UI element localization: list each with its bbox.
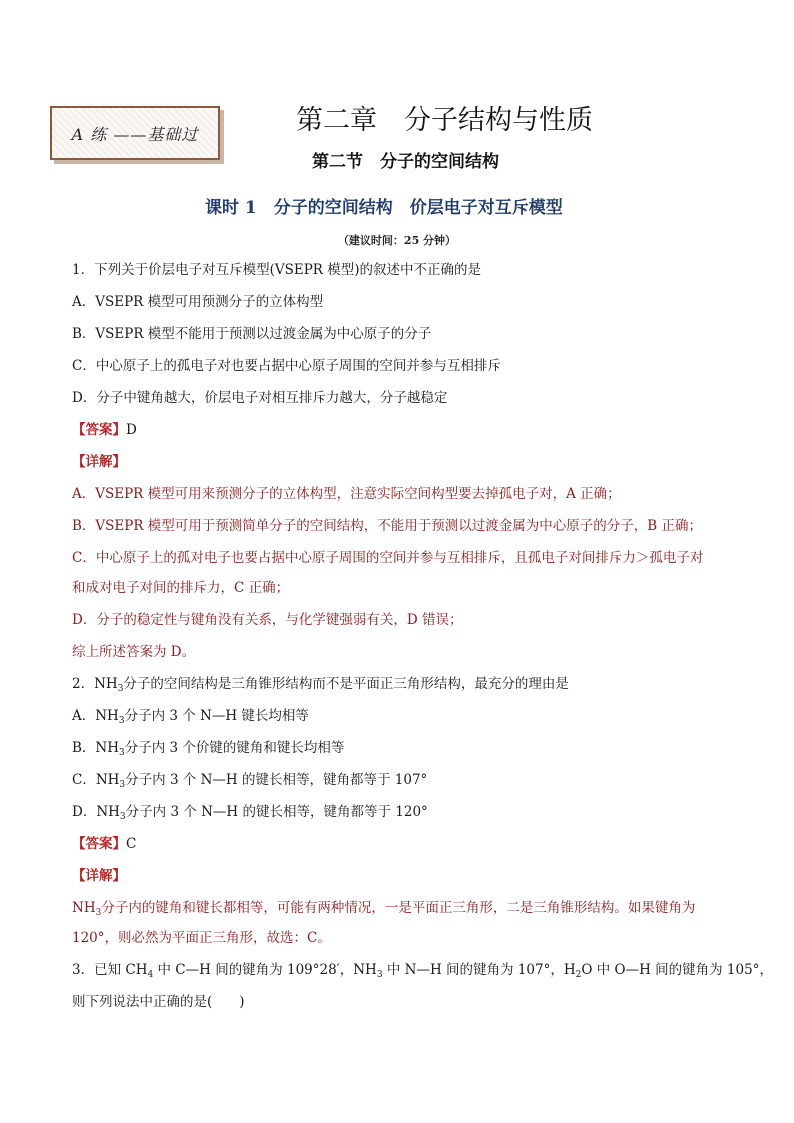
q2-answer-value: C [126, 836, 137, 852]
q2-d-sub: 3 [119, 812, 126, 822]
q2-stem [72, 674, 569, 694]
q1-detail-c-cont: 和成对电子对间的排斥力，C 正确； [72, 580, 290, 596]
q2-detail-label-text: 【详解】 [72, 868, 126, 884]
q1-detail-a: A．VSEPR 模型可用来预测分子的立体构型，注意实际空间构型要去掉孤电子对，A 正确； [72, 486, 621, 502]
q2-detail-line1 [72, 898, 695, 918]
q2-option-a [72, 706, 309, 726]
q1-detail-label-text: 【详解】 [72, 454, 126, 470]
q2-detail-line2: 120°，则必然为平面正三角形，故选：C。 [72, 930, 331, 946]
q2-a-post: 分子内 3 个 N—H 键长均相等 [124, 708, 309, 724]
chapter-title: 第二章 分子结构与性质 [296, 105, 593, 136]
badge-text: A 练 ——基础过 [71, 124, 199, 144]
q3-s3: 中 N—H 间的键角为 107°，H [382, 962, 576, 978]
q3-s1: 3．已知 CH [72, 962, 148, 978]
q1-answer [72, 420, 137, 440]
q1-detail-d: D．分子的稳定性与键角没有关系，与化学键强弱有关，D 错误； [72, 612, 463, 628]
lesson-title: 课时 1 分子的空间结构 价层电子对互斥模型 [205, 198, 563, 218]
q2-answer [72, 834, 136, 854]
q2-stem-sub: 3 [117, 684, 124, 694]
q2-stem-post: 分子的空间结构是三角锥形结构而不是平面正三角形结构，最充分的理由是 [123, 676, 569, 692]
q2-b-post: 分子内 3 个价键的键角和键长均相等 [124, 740, 345, 756]
q2-option-c [72, 770, 427, 790]
q1-detail-c: C．中心原子上的孤对电子也要占据中心原子周围的空间并参与互相排斥，且孤电子对间排斥力＞孤电子对 [72, 550, 704, 566]
q2-detail1-sub: 3 [95, 908, 102, 918]
q1-detail-b: B．VSEPR 模型可用于预测简单分子的空间结构，不能用于预测以过渡金属为中心原子的分子，B 正确； [72, 518, 703, 534]
section-badge [50, 106, 220, 160]
q1-option-a: A．VSEPR 模型可用预测分子的立体构型 [72, 294, 324, 310]
q2-stem-pre: 2．NH [72, 676, 118, 692]
time-note: （建议时间：25 分钟） [337, 234, 457, 247]
q1-detail-label [72, 452, 126, 472]
q2-c-pre: C．NH [72, 772, 120, 788]
q2-b-pre: B．NH [72, 740, 120, 756]
q2-c-sub: 3 [119, 780, 126, 790]
q2-b-sub: 3 [119, 748, 125, 758]
q2-a-sub: 3 [118, 716, 125, 726]
q2-c-post: 分子内 3 个 N—H 的键长相等，键角都等于 107° [125, 772, 428, 788]
section-title: 第二节 分子的空间结构 [312, 152, 499, 172]
q3-sub2: 3 [376, 970, 383, 980]
q2-detail1-post: 分子内的键角和键长都相等，可能有两种情况，一是平面正三角形，二是三角锥形结构。如果键角为 [101, 900, 696, 916]
q1-option-c: C．中心原子上的孤电子对也要占据中心原子周围的空间并参与互相排斥 [72, 358, 501, 374]
q3-stem-cont: 则下列说法中正确的是( ) [72, 994, 245, 1010]
q2-detail1-pre: NH [72, 900, 96, 916]
q2-d-post: 分子内 3 个 N—H 的键长相等，键角都等于 120° [125, 804, 428, 820]
q2-option-b [72, 738, 344, 758]
q2-a-pre: A．NH [72, 708, 119, 724]
q1-answer-label: 【答案】 [72, 422, 126, 438]
q1-option-d: D．分子中键角越大，价层电子对相互排斥力越大，分子越稳定 [72, 390, 448, 406]
q2-detail-label [72, 866, 126, 886]
q3-s2: 中 C—H 间的键角为 109°28′，NH [153, 962, 377, 978]
q1-answer-value: D [126, 422, 137, 438]
q3-stem [72, 960, 773, 980]
q1-detail-summary: 综上所述答案为 D。 [72, 644, 196, 660]
q3-sub1: 4 [147, 970, 154, 980]
q1-option-b: B．VSEPR 模型不能用于预测以过渡金属为中心原子的分子 [72, 326, 432, 342]
q2-d-pre: D．NH [72, 804, 120, 820]
q1-stem: 1．下列关于价层电子对互斥模型(VSEPR 模型)的叙述中不正确的是 [72, 262, 482, 278]
q2-option-d [72, 802, 428, 822]
q3-sub3: 2 [575, 970, 582, 980]
q3-s4: O 中 O—H 间的键角为 105°， [581, 962, 773, 978]
q2-answer-label: 【答案】 [72, 836, 126, 852]
